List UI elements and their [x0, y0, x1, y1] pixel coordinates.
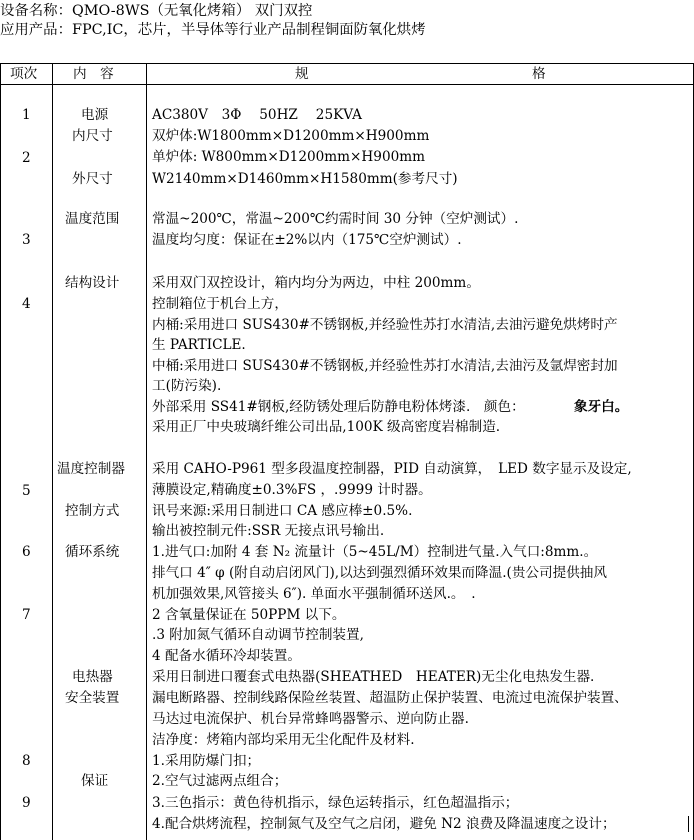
spec-line: 4 配备水循环冷却装置。	[152, 648, 301, 664]
index-number: 2	[22, 150, 31, 166]
table-left-border	[0, 63, 1, 840]
spec-line: 温度均匀度：保证在±2%以内（175℃空炉测试）.	[152, 232, 462, 248]
label-circulation-system: 循环系统	[65, 544, 120, 560]
label-control-method: 控制方式	[65, 503, 120, 519]
index-number: 4	[22, 296, 31, 312]
header-spec-1: 规	[295, 66, 309, 82]
label-temperature-range: 温度范围	[65, 211, 120, 227]
label-heater: 电热器	[72, 669, 113, 685]
table-header-divider	[0, 84, 694, 85]
spec-line: 中桶:采用进口 SUS430#不锈钢板,并经验性苏打水清洁,去油污及氩焊密封加	[152, 358, 618, 374]
spec-line: 采用正厂中央玻璃纤维公司出品,100K 级高密度岩棉制造.	[152, 419, 501, 435]
spec-line: 机加强效果,风管接头 6″). 单面水平强制循环送风.。 .	[152, 586, 476, 602]
column-divider-2	[146, 63, 147, 840]
label-guarantee: 保证	[81, 773, 109, 789]
spec-line: 3.三色指示：黄色待机指示，绿色运转指示，红色超温指示；	[152, 795, 519, 811]
spec-line: 工(防污染).	[152, 378, 222, 394]
spec-line: 漏电断路器、控制线路保险丝装置、超温防止保护装置、电流过电流保护装置、	[152, 690, 628, 706]
text-cursor	[688, 816, 689, 832]
header-spec-2: 格	[532, 66, 546, 82]
index-number: 3	[22, 232, 31, 248]
spec-line: 单炉体: W800mm×D1200mm×H900mm	[152, 149, 426, 165]
spec-line: 采用 CAHO-P961 型多段温度控制器，PID 自动演算， LED 数字显示及设定,	[152, 461, 632, 477]
application-line: 应用产品：FPC,IC，芯片，半导体等行业产品制程铜面防氧化烘烤	[0, 22, 426, 38]
column-divider-1	[52, 63, 53, 840]
spec-line: 1.进气口:加附 4 套 N₂ 流量计（5~45L/M）控制进气量.入气口:8mm.。	[152, 544, 598, 560]
spec-line: 洁净度：烤箱内部均采用无尘化配件及材料.	[152, 732, 415, 748]
spec-line: 1.采用防爆门扣；	[152, 753, 261, 769]
spec-line: 2 含氧量保证在 50PPM 以下。	[152, 607, 346, 623]
spec-line: 薄膜设定,精确度±0.3%FS ，.9999 计时器。	[152, 482, 432, 498]
index-number: 5	[22, 483, 31, 499]
spec-line: 控制箱位于机台上方，	[152, 296, 288, 312]
spec-line: 2.空气过滤两点组合；	[152, 773, 288, 789]
spec-line: 双炉体:W1800mm×D1200mm×H900mm	[152, 128, 430, 144]
header-item-index: 项次	[10, 66, 38, 82]
table-top-border	[0, 63, 694, 64]
color-ivory-white: 象牙白。	[574, 399, 629, 415]
index-number: 1	[22, 107, 31, 123]
spec-line: .3 附加氮气循环自动调节控制装置,	[152, 627, 364, 643]
spec-line: 生 PARTICLE.	[152, 337, 246, 353]
spec-line: 排气口 4″ φ (附自动启闭风门),以达到强烈循环效果而降温.(贵公司提供抽风	[152, 565, 607, 581]
label-temperature-controller: 温度控制器	[57, 461, 125, 477]
label-outer-size: 外尺寸	[72, 171, 113, 187]
spec-line: 内桶:采用进口 SUS430#不锈钢板,并经验性苏打水清洁,去油污避免烘烤时产	[152, 317, 618, 333]
spec-line: 4.配合烘烤流程，控制氮气及空气之启闭，避免 N2 浪费及降温速度之设计；	[152, 816, 616, 832]
spec-line: 马达过电流保护、机台异常蜂鸣器警示、逆向防止器.	[152, 711, 469, 727]
label-structure-design: 结构设计	[65, 275, 120, 291]
spec-line: 输出被控制元件:SSR 无接点讯号输出.	[152, 523, 385, 539]
spec-line: 讯号来源:采用日制进口 CA 感应棒±0.5%.	[152, 503, 413, 519]
label-inner-size: 内尺寸	[72, 128, 113, 144]
device-name-line: 设备名称：QMO-8WS（无氧化烤箱） 双门双控	[0, 3, 313, 19]
label-safety-device: 安全装置	[65, 690, 120, 706]
index-number: 9	[22, 795, 31, 811]
index-number: 8	[22, 753, 31, 769]
spec-line: W2140mm×D1460mm×H1580mm(参考尺寸)	[152, 171, 458, 187]
label-power: 电源	[81, 107, 109, 123]
spec-line: 常温~200℃，常温~200℃约需时间 30 分钟（空炉测试）.	[152, 211, 519, 227]
spec-line: AC380V 3Φ 50HZ 25KVA	[152, 107, 362, 123]
spec-line: 外部采用 SS41#钢板,经防锈处理后防静电粉体烤漆. 颜色：	[152, 399, 525, 415]
index-number: 7	[22, 607, 31, 623]
header-content: 内 容	[73, 66, 114, 82]
spec-line: 采用双门双控设计，箱内均分为两边，中柱 200mm。	[152, 275, 480, 291]
index-number: 6	[22, 544, 31, 560]
spec-line: 采用日制进口覆套式电热器(SHEATHED HEATER)无尘化电热发生器.	[152, 669, 595, 685]
